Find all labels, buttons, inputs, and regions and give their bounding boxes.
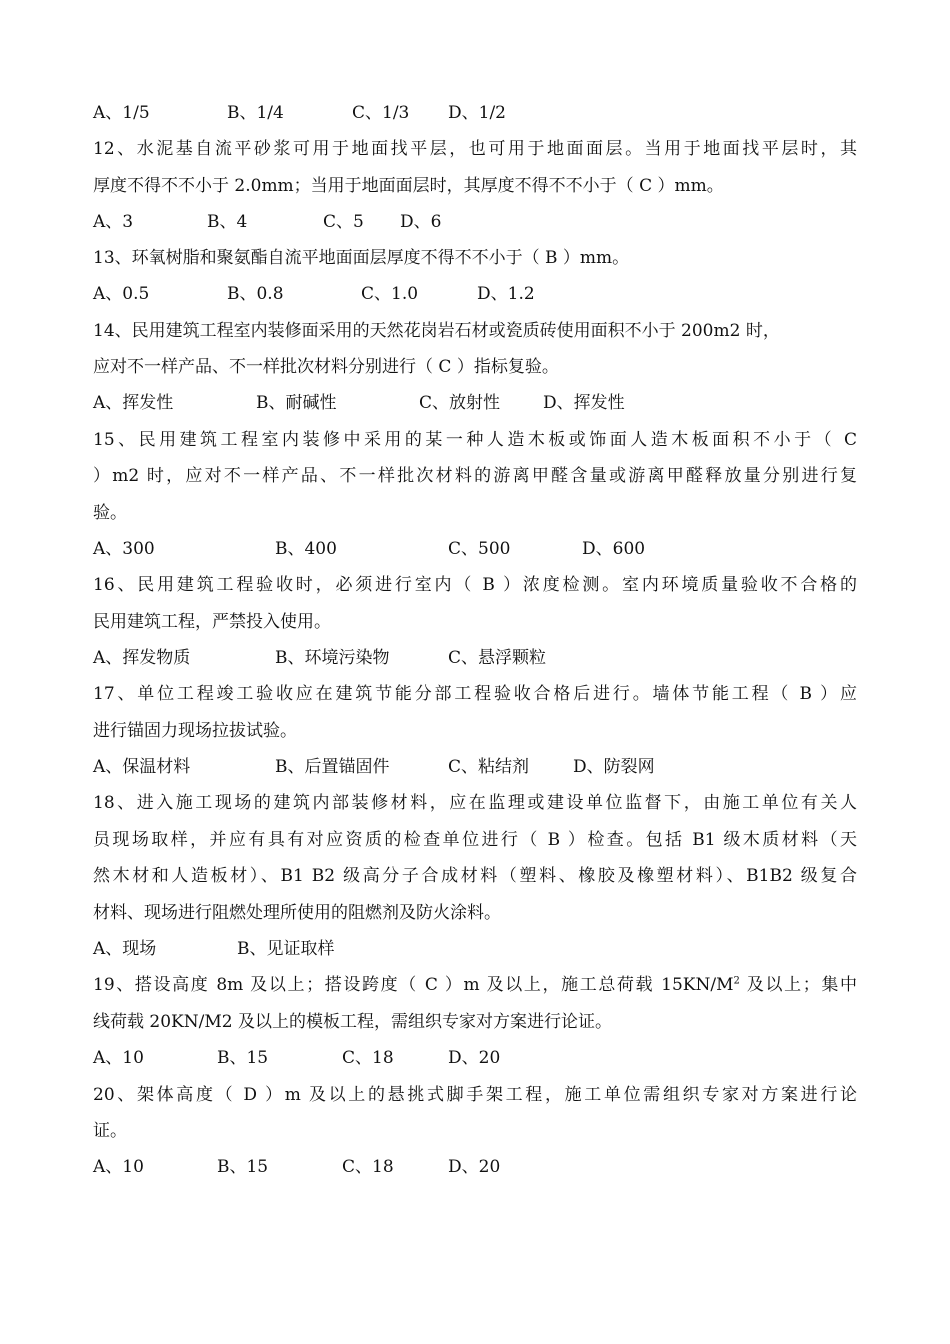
q15-option-d: D、600 xyxy=(582,539,646,559)
q13-text-line-1: 13、环氧树脂和聚氨酯自流平地面面层厚度不得不不小于（ B ）mm。 xyxy=(93,248,630,268)
q16-options xyxy=(93,644,893,672)
q16-option-b: B、环境污染物 xyxy=(275,648,390,668)
q17-option-d: D、防裂网 xyxy=(573,757,655,777)
q15-text-line-2: ）m2 时，应对不一样产品、不一样批次材料的游离甲醛含量或游离甲醛释放量分别进行复 xyxy=(93,466,857,486)
q17-text-line-2: 进行锚固力现场拉拔试验。 xyxy=(93,721,297,741)
q15-option-c: C、500 xyxy=(448,539,511,559)
q12-options xyxy=(93,208,893,236)
q13-option-a: A、0.5 xyxy=(93,284,150,304)
q16-text-line-1: 16、民用建筑工程验收时，必须进行室内（ B ）浓度检测。室内环境质量验收不合格的 xyxy=(93,575,857,595)
q12-text-line-1: 12、水泥基自流平砂浆可用于地面找平层，也可用于地面面层。当用于地面找平层时，其 xyxy=(93,139,857,159)
q16-option-c: C、悬浮颗粒 xyxy=(448,648,547,668)
q15-option-a: A、300 xyxy=(93,539,155,559)
q20-text-line-2: 证。 xyxy=(93,1121,127,1141)
q13-option-b: B、0.8 xyxy=(227,284,284,304)
q19-text-line-1-main: 19、搭设高度 8m 及以上；搭设跨度（ C ）m 及以上，施工总荷载 15KN/M xyxy=(93,975,734,995)
q17-text-line-1: 17、单位工程竣工验收应在建筑节能分部工程验收合格后进行。墙体节能工程（ B ）应 xyxy=(93,684,857,704)
q20-option-d: D、20 xyxy=(448,1157,501,1177)
q19-text-line-1 xyxy=(93,971,857,999)
q18-text-line-1: 18、进入施工现场的建筑内部装修材料，应在监理或建设单位监督下，由施工单位有关人 xyxy=(93,793,857,813)
q12-option-d: D、6 xyxy=(400,212,442,232)
q13-option-d: D、1.2 xyxy=(477,284,535,304)
q19-superscript: 2 xyxy=(733,975,740,987)
q20-option-a: A、10 xyxy=(93,1157,144,1177)
q14-option-c: C、放射性 xyxy=(419,393,501,413)
q17-options xyxy=(93,753,893,781)
q19-option-d: D、20 xyxy=(448,1048,501,1068)
q11-option-a: A、1/5 xyxy=(93,103,150,123)
q15-text-line-3: 验。 xyxy=(93,503,127,523)
q12-option-b: B、4 xyxy=(207,212,248,232)
q14-text-line-2: 应对不一样产品、不一样批次材料分别进行（ C ）指标复验。 xyxy=(93,357,559,377)
q14-options xyxy=(93,389,893,417)
q17-option-a: A、保温材料 xyxy=(93,757,191,777)
q20-options xyxy=(93,1153,893,1181)
q14-option-a: A、挥发性 xyxy=(93,393,174,413)
q18-text-line-3: 然木材和人造板材）、B1 B2 级高分子合成材料（塑料、橡胶及橡塑材料）、B1B2 级复合 xyxy=(93,866,857,886)
q18-text-line-2: 员现场取样，并应有具有对应资质的检查单位进行（ B ）检查。包括 B1 级木质材料（天 xyxy=(93,830,857,850)
q13-options xyxy=(93,280,893,308)
q15-options xyxy=(93,535,893,563)
q18-options xyxy=(93,935,893,963)
q14-text-line-1: 14、民用建筑工程室内装修面采用的天然花岗岩石材或瓷质砖使用面积不小于 200m2 时， xyxy=(93,321,780,341)
q14-option-d: D、挥发性 xyxy=(543,393,625,413)
q12-text-line-2: 厚度不得不不小于 2.0mm；当用于地面面层时，其厚度不得不不小于（ C ）mm。 xyxy=(93,176,724,196)
q14-option-b: B、耐碱性 xyxy=(256,393,337,413)
q15-text-line-1: 15、民用建筑工程室内装修中采用的某一种人造木板或饰面人造木板面积不小于（ C xyxy=(93,430,857,450)
q15-option-b: B、400 xyxy=(275,539,337,559)
q18-option-a: A、现场 xyxy=(93,939,157,959)
q19-text-line-1-tail: 及以上；集中 xyxy=(739,975,857,995)
q19-options xyxy=(93,1044,893,1072)
q12-option-a: A、3 xyxy=(93,212,134,232)
q16-option-a: A、挥发物质 xyxy=(93,648,191,668)
q18-text-line-4: 材料、现场进行阻燃处理所使用的阻燃剂及防火涂料。 xyxy=(93,903,501,923)
q17-option-c: C、粘结剂 xyxy=(448,757,530,777)
q19-text-line-2: 线荷载 20KN/M2 及以上的模板工程，需组织专家对方案进行论证。 xyxy=(93,1012,612,1032)
q13-option-c: C、1.0 xyxy=(361,284,419,304)
q19-option-a: A、10 xyxy=(93,1048,144,1068)
q20-option-c: C、18 xyxy=(342,1157,394,1177)
q19-option-b: B、15 xyxy=(217,1048,269,1068)
q17-option-b: B、后置锚固件 xyxy=(275,757,390,777)
q11-option-b: B、1/4 xyxy=(227,103,284,123)
q20-option-b: B、15 xyxy=(217,1157,269,1177)
q12-option-c: C、5 xyxy=(323,212,364,232)
q16-text-line-2: 民用建筑工程，严禁投入使用。 xyxy=(93,612,331,632)
q19-option-c: C、18 xyxy=(342,1048,394,1068)
q11-option-d: D、1/2 xyxy=(448,103,506,123)
q18-option-b: B、见证取样 xyxy=(237,939,335,959)
q11-option-c: C、1/3 xyxy=(352,103,410,123)
q11-options xyxy=(93,99,893,127)
q20-text-line-1: 20、架体高度（ D ）m 及以上的悬挑式脚手架工程，施工单位需组织专家对方案进行论 xyxy=(93,1085,857,1105)
